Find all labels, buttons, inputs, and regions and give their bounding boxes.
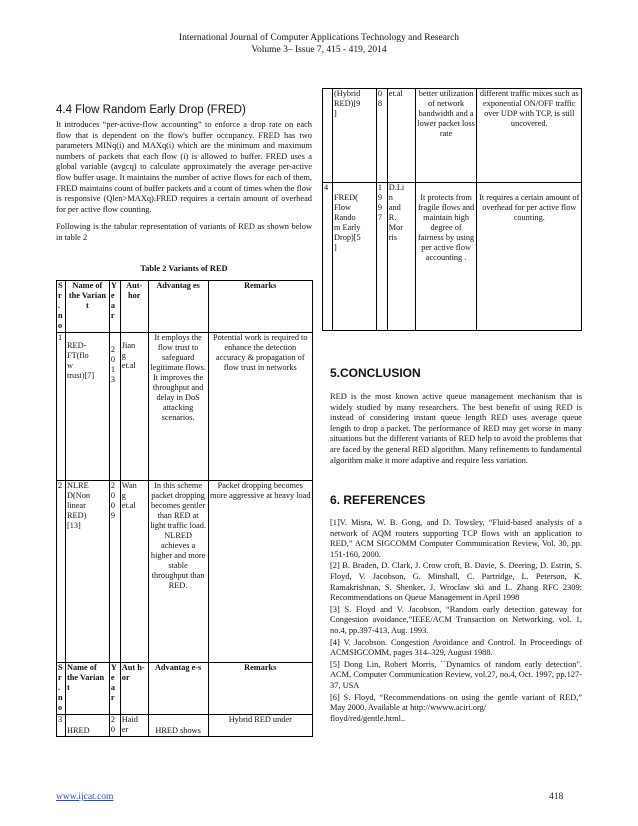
row3cont-remarks: different traffic mixes such as exponential ON/OFF traffic over UDP with TCP, is still uncovered.	[477, 89, 582, 183]
reference-item: [3] S. Floyd and V. Jacobson, “Random early detection gateway for Congestion avoidance,”IEEE/ACM Transaction on Networking, vol. 1, no.4, pp.397-413, Aug. 1993.	[330, 604, 582, 635]
row3cont-year: 0 8	[376, 89, 387, 183]
row2-advantages: In this scheme packet dropping becomes gentler than RED at light traffic load. NLRED achieves a higher and more stable throughput than RED.	[148, 481, 208, 663]
row4-year: 1 9 9 7	[376, 183, 387, 331]
table-row	[323, 183, 582, 331]
reference-item: floyd/red/gentle.html..	[330, 713, 406, 723]
row2-remarks: Packet dropping becomes more aggressive at heavy load	[208, 481, 312, 663]
row3cont-author: et.al	[387, 89, 415, 183]
row3-remarks: Hybrid RED under	[208, 715, 312, 737]
table-row	[323, 89, 582, 183]
reference-item: [1]V. Misra, W. B. Gong, and D. Towsley, “Fluid-based analysis of a network of AQM routers supporting TCP flows with an application to RED,” ACM SIGCOMM Computer Communication Review, Vol. 30, pp. 151-160, 2000.	[330, 518, 582, 559]
row4-srno: 4	[323, 183, 333, 331]
table-header-row-repeat	[57, 663, 313, 715]
table-caption: Table 2 Variants of RED	[140, 264, 228, 273]
fred-paragraph: It introduces “per-active-flow accounting” to enforce a drop rate on each flow that is dependent on the flow's buffer occupancy. FRED has two parameters MINq(i) and MAXq(i) which are the minimum and maximum numbers of packets that each flow (i) is allowed to buffer. FRED uses a global variable (avgcq) to calculate approximately the average per-active flow buffer usage. It maintains the number of active flows for each of them, FRED maintains count of buffer packets and a count of times when the flow is responsive (Qlen>MAXq).FRED requires a certain amount of overhead for per active flow counting.	[56, 120, 312, 214]
col-header-year: Y e a r	[109, 281, 120, 333]
variants-table-part1	[56, 280, 313, 737]
row4-name: FRED( Flow Rando m Early Drop)[5 ]	[332, 183, 376, 331]
conclusion-paragraph: RED is the most known active queue management mechanism that is widely studied by many researchers. The best benefit of using RED is instead of considering instant queue length RED uses average queue length to drop a packet. The performance of RED may get worse in many situations but the different variants of RED help to avoid the problems that are faced by the general RED algorithm. Many refinements to fundamental algorithm make it more adaptive and require less variation.	[330, 392, 582, 465]
row2-srno: 2	[57, 481, 66, 663]
row3cont-srno	[323, 89, 333, 183]
variants-table-part2	[322, 88, 582, 331]
col-header-author: Aut h-or	[120, 663, 148, 715]
row2-year: 2 0 0 9	[109, 481, 120, 663]
table-row	[57, 481, 313, 663]
table-intro-paragraph: Following is the tabular representation of variants of RED as shown below in table 2	[56, 222, 312, 242]
row3-year: 2 0	[109, 715, 120, 737]
journal-website-link[interactable]: www.ijcat.com	[56, 792, 114, 802]
references-heading: 6. REFERENCES	[330, 493, 426, 507]
row1-advantages: It employs the flow trust to safeguard legitimate flows. It improves the throughput and delay in DoS attacking scenarios.	[148, 333, 208, 481]
row3cont-name: (Hybrid RED)[9 ]	[332, 89, 376, 183]
table-row	[57, 715, 313, 737]
col-header-advantages: Advantag e-s	[148, 663, 208, 715]
row1-author: Jian g et.al	[120, 333, 148, 481]
col-header-name: Name of the Varian t	[65, 663, 109, 715]
table-header-row	[57, 281, 313, 333]
row3cont-advantages: better utilization of network bandwidth and a lower packet loss rate	[415, 89, 477, 183]
col-header-srno: S r . n o	[57, 281, 66, 333]
table-row	[57, 333, 313, 481]
row3-advantages: HRED shows	[148, 715, 208, 737]
conclusion-heading: 5.CONCLUSION	[330, 366, 421, 380]
reference-item: [5] Dong Lin, Robert Morris, ``Dynamics of random early detection". ACM, Computer Communication Review, vol.27, no.4, Oct. 1997, pp.127-37, USA	[330, 659, 582, 690]
row3-srno: 3	[57, 715, 66, 737]
journal-volume: Volume 3– Issue 7, 415 - 419, 2014	[251, 45, 387, 55]
row4-author: D.Li n and R. Mor ris	[387, 183, 415, 331]
col-header-author: Aut- hor	[120, 281, 148, 333]
row1-srno: 1	[57, 333, 66, 481]
col-header-srno: S r . n o	[57, 663, 66, 715]
col-header-remarks: Remarks	[208, 281, 312, 333]
row4-remarks: It requires a certain amount of overhead for per active flow counting.	[477, 183, 582, 331]
col-header-remarks: Remarks	[208, 663, 312, 715]
row1-name: RED- FT(flo w trust)[7]	[65, 333, 109, 481]
journal-title: International Journal of Computer Applications Technology and Research	[178, 33, 460, 43]
row3-author: Haid er	[120, 715, 148, 737]
reference-item: [6] S. Floyd, “Recommendations on using the gentle variant of RED,” May 2000. Available at http://wwww.aciri.org/	[330, 692, 582, 713]
row1-remarks: Potential work is required to enhance the detection accuracy & propagation of flow trust in networks	[208, 333, 312, 481]
col-header-advantages: Advantag es	[148, 281, 208, 333]
row4-advantages: It protects from fragile flows and maintain high degree of fairness by using per active flow accounting .	[415, 183, 477, 331]
col-header-name: Name of the Varian t	[65, 281, 109, 333]
row1-year: 2 0 1 3	[109, 333, 120, 481]
references-list	[330, 518, 582, 725]
row2-name: NLRE D(Non linear RED) [13]	[65, 481, 109, 663]
reference-item: [2] B. Braden, D. Clark, J. Crow croft, B. Davie, S. Deering, D. Estrin, S. Floyd, V. Jacobson, G. Minshall, C. Partridge, L. Peterson, K. Ramakrishnan, S. Shenker, J. Wroclaw ski and L. Zhang RFC 2309: Recommendations on Queue Management in April 1998	[330, 561, 582, 603]
section-heading-fred: 4.4 Flow Random Early Drop (FRED)	[56, 104, 246, 116]
row2-author: Wan g et.al	[120, 481, 148, 663]
col-header-year: Y e a r	[109, 663, 120, 715]
journal-header	[0, 32, 638, 56]
reference-item: [4] V. Jacobson. Congestion Avoidance and Control. In Proceedings of ACMSIGCOMM, pages 314–329, August 1988.	[330, 637, 582, 658]
row3-name: HRED	[65, 715, 109, 737]
page-number: 418	[549, 792, 564, 802]
